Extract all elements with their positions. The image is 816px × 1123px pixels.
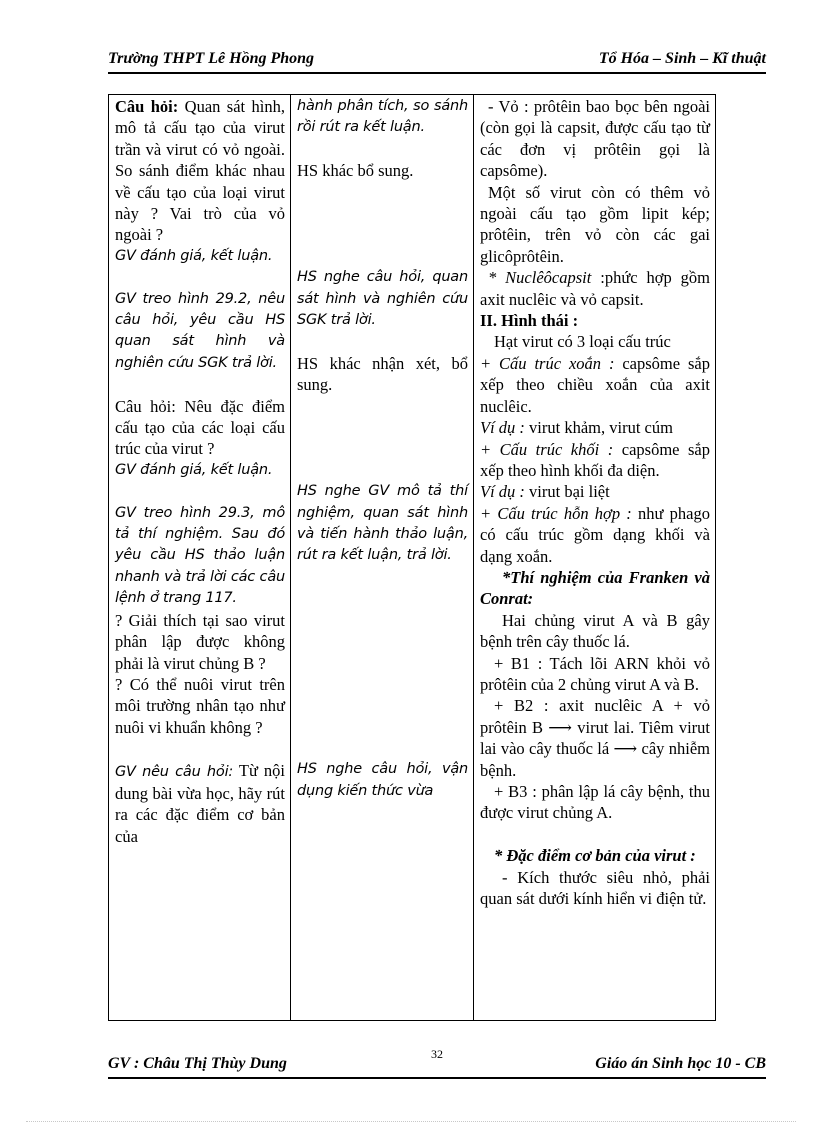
question-4: ? Có thể nuôi virut trên môi trường nhân tạo như nuôi vi khuẩn không ?	[115, 674, 285, 737]
size-feature: - Kích thước siêu nhỏ, phải quan sát dưới kính hiển vi điện tử.	[480, 867, 710, 909]
helical-label: + Cấu trúc xoắn :	[480, 353, 615, 373]
helical-text: capsôme sắp xếp theo chiều xoắn của axit nuclêic.	[480, 353, 710, 416]
hs-supplement-1: HS khác bổ sung.	[297, 161, 414, 181]
hs-listen-1: HS nghe câu hỏi, quan sát hình và nghiên cứu SGK trả lời.	[297, 269, 468, 329]
two-strains: Hai chủng virut A và B gây bệnh trên cây thuốc lá.	[480, 610, 710, 652]
experiment-heading: *Thí nghiệm của Franken và Conrat:	[480, 567, 710, 609]
gv-question-features	[115, 760, 285, 848]
mixed-text: như phago có cấu trúc gồm dạng khối và dạng xoắn.	[480, 503, 710, 566]
mixed-structure	[480, 503, 710, 567]
nucleocapsid-definition	[480, 267, 710, 310]
example-label-1: Ví dụ :	[480, 418, 525, 438]
step-b1: + B1 : Tách lõi ARN khỏi vỏ prôtêin của 2 chủng virut A và B.	[480, 653, 710, 694]
question-3: ? Giải thích tại sao virut phân lập được không phải là virut chủng B ?	[115, 610, 285, 673]
three-structure-types: Hạt virut có 3 loại cấu trúc	[494, 332, 671, 352]
envelope-description: Một số virut còn có thêm vỏ ngoài cấu tạo gồm lipit kép; prôtêin, trên vỏ còn các gai glicôprôtêin.	[480, 182, 710, 266]
page-header	[108, 48, 766, 74]
question-1-label: Câu hỏi:	[115, 97, 179, 116]
nucleocapsid-text: :phức hợp gồm axit nuclêic và vỏ capsit.	[480, 268, 710, 309]
department-name: Tổ Hóa – Sinh – Kĩ thuật	[598, 50, 766, 67]
cubic-text: capsôme sắp xếp theo hình khối đa diện.	[480, 439, 710, 480]
helical-structure	[480, 353, 710, 417]
content-column	[474, 95, 716, 1021]
nucleocapsid-label: * Nuclêôcapsit	[488, 268, 592, 288]
question-1	[115, 96, 285, 246]
hs-analysis: hành phân tích, so sánh rồi rút ra kết luận.	[297, 98, 468, 136]
question-2: Câu hỏi: Nêu đặc điểm cấu tạo của các loại cấu trúc của virut ?	[115, 396, 285, 459]
mixed-label: + Cấu trúc hỗn hợp :	[480, 503, 632, 523]
page-footer	[108, 1047, 766, 1079]
example-label-2: Ví dụ :	[480, 482, 525, 502]
hs-supplement-2: HS khác nhận xét, bổ sung.	[297, 353, 468, 395]
lesson-plan-title: Giáo án Sinh học 10 - CB	[595, 1055, 766, 1072]
gv-figure-29-2: GV treo hình 29.2, nêu câu hỏi, yêu cầu HS quan sát hình và nghiên cứu SGK trả lời.	[115, 290, 285, 371]
teacher-activity-column	[109, 95, 291, 1021]
gv-evaluation-1: GV đánh giá, kết luận.	[115, 247, 273, 264]
hs-listen-3: HS nghe câu hỏi, vận dụng kiến thức vừa	[297, 761, 468, 799]
hs-listen-2: HS nghe GV mô tả thí nghiệm, quan sát hình và tiến hành thảo luận, rút ra kết luận, trả lời.	[297, 483, 468, 564]
gv-evaluation-2: GV đánh giá, kết luận.	[115, 461, 273, 478]
student-activity-column	[291, 95, 474, 1021]
capsid-description: - Vỏ : prôtêin bao bọc bên ngoài (còn gọi là capsit, được cấu tạo từ các đơn vị prôtêin gọi là capsôme).	[480, 97, 710, 181]
question-1-text: Quan sát hình, mô tả cấu tạo của virut trần và virut có vỏ ngoài. So sánh điểm khác nhau về cấu tạo của loại virut này ? Vai trò của vỏ ngoài ?	[115, 97, 285, 245]
page-edge-divider	[26, 1121, 796, 1122]
features-heading: * Đặc điểm cơ bản của virut :	[494, 846, 696, 866]
gv-question-text: Từ nội dung bài vừa học, hãy rút ra các đặc điểm cơ bản của	[115, 760, 286, 846]
cubic-structure	[480, 439, 710, 482]
example-2	[480, 481, 710, 502]
page-number: 32	[431, 1047, 443, 1061]
step-b3: + B3 : phân lập lá cây bệnh, thu được virut chủng A.	[480, 782, 710, 823]
section-2-heading: II. Hình thái :	[480, 311, 579, 331]
gv-question-label: GV nêu câu hỏi:	[115, 763, 234, 780]
cubic-label: + Cấu trúc khối :	[480, 439, 614, 459]
example-text-1: virut khảm, virut cúm	[529, 418, 673, 438]
example-text-2: virut bại liệt	[529, 482, 610, 502]
gv-figure-29-3: GV treo hình 29.3, mô tả thí nghiệm. Sau đó yêu cầu HS thảo luận nhanh và trả lời các câu lệnh ở trang 117.	[115, 504, 285, 607]
school-name: Trường THPT Lê Hồng Phong	[108, 50, 315, 67]
step-b2: + B2 : axit nuclêic A + vỏ prôtêin B ⟶ virut lai. Tiêm virut lai vào cây thuốc lá ⟶ cây nhiễm bệnh.	[480, 696, 710, 780]
table-row	[109, 95, 716, 1021]
example-1	[480, 417, 710, 438]
teacher-name: GV : Châu Thị Thùy Dung	[108, 1055, 287, 1072]
lesson-table	[108, 94, 716, 1021]
